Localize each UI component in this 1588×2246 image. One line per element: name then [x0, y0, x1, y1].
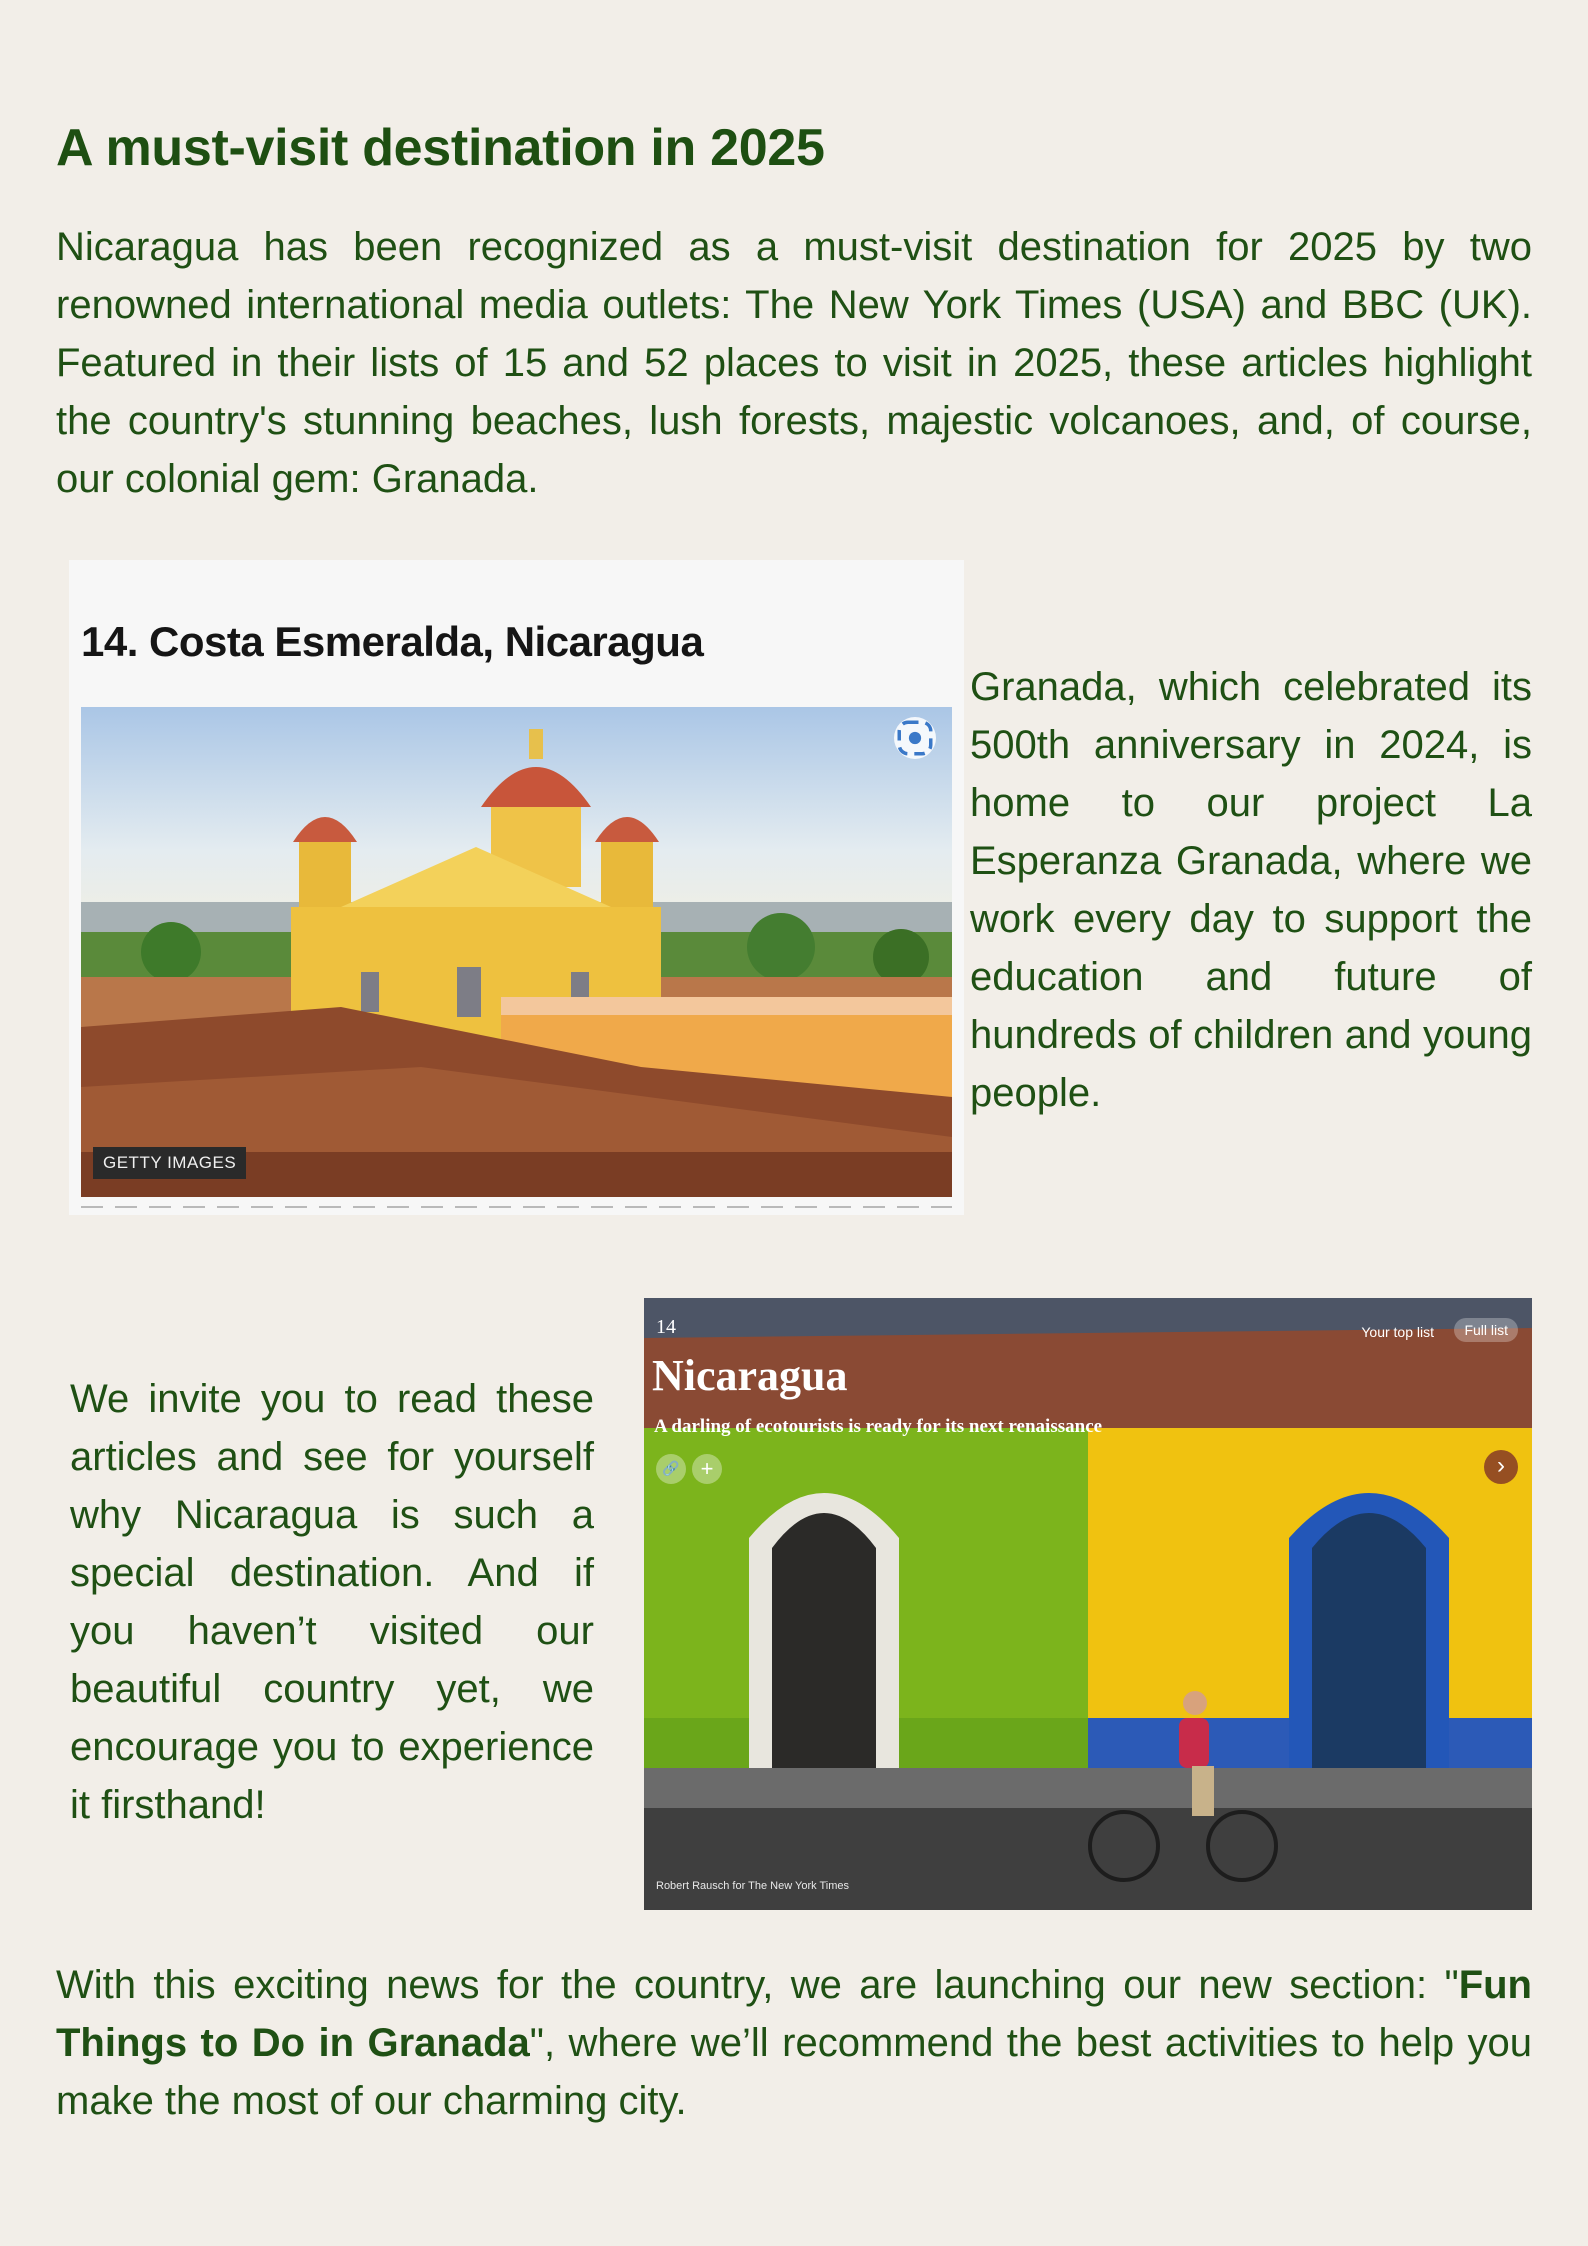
link-icon[interactable]: 🔗	[656, 1454, 686, 1484]
nyt-photo-credit: Robert Rausch for The New York Times	[656, 1880, 849, 1892]
fun-things-section-name: Fun Things to Do in Granada	[56, 1963, 1532, 2065]
full-list-button[interactable]: Full list	[1454, 1318, 1518, 1342]
granada-cathedral-photo	[81, 707, 952, 1197]
nyt-list-number: 14	[656, 1316, 676, 1338]
photo-credit-badge: GETTY IMAGES	[93, 1147, 246, 1179]
closing-text-before: With this exciting news for the country, we are launching our new section: "	[56, 1963, 1459, 2007]
cathedral-illustration	[81, 707, 952, 1197]
granada-paragraph: Granada, which celebrated its 500th anniversary in 2024, is home to our project La Esperanza Granada, where we work every day to support the education and future of hundreds of children and young people.	[970, 665, 1532, 1115]
invite-paragraph: We invite you to read these articles and see for yourself why Nicaragua is such a special destination. And if you haven’t visited our beautiful country yet, we encourage you to experience it firsthand!	[70, 1377, 594, 1827]
page-heading: A must-visit destination in 2025	[56, 119, 825, 177]
caption-line	[81, 1206, 952, 1208]
nyt-card-title: Nicaragua	[652, 1351, 848, 1400]
image-search-icon[interactable]	[894, 717, 936, 759]
nyt-article-card[interactable]	[644, 1298, 1532, 1910]
bbc-card-title: 14. Costa Esmeralda, Nicaragua	[81, 618, 704, 665]
closing-paragraph	[56, 1956, 1532, 2130]
next-chevron-icon[interactable]: ›	[1484, 1450, 1518, 1484]
add-icon[interactable]: +	[692, 1454, 722, 1484]
intro-paragraph: Nicaragua has been recognized as a must-visit destination for 2025 by two renowned international media outlets: The New York Times (USA) and BBC (UK). Featured in their lists of 15 and 52 places to visit in 2025, these articles highlight the country's stunning beaches, lush forests, majestic volcanoes, and, of course, our colonial gem: Granada.	[56, 225, 1532, 501]
nyt-card-subtitle: A darling of ecotourists is ready for its next renaissance	[654, 1416, 1103, 1437]
bbc-article-card[interactable]	[69, 560, 964, 1215]
closing-text-after: ", where we’ll recommend the best activities to help you make the most of our charming city.	[56, 2021, 1533, 2123]
your-top-list-link[interactable]: Your top list	[1361, 1324, 1434, 1340]
